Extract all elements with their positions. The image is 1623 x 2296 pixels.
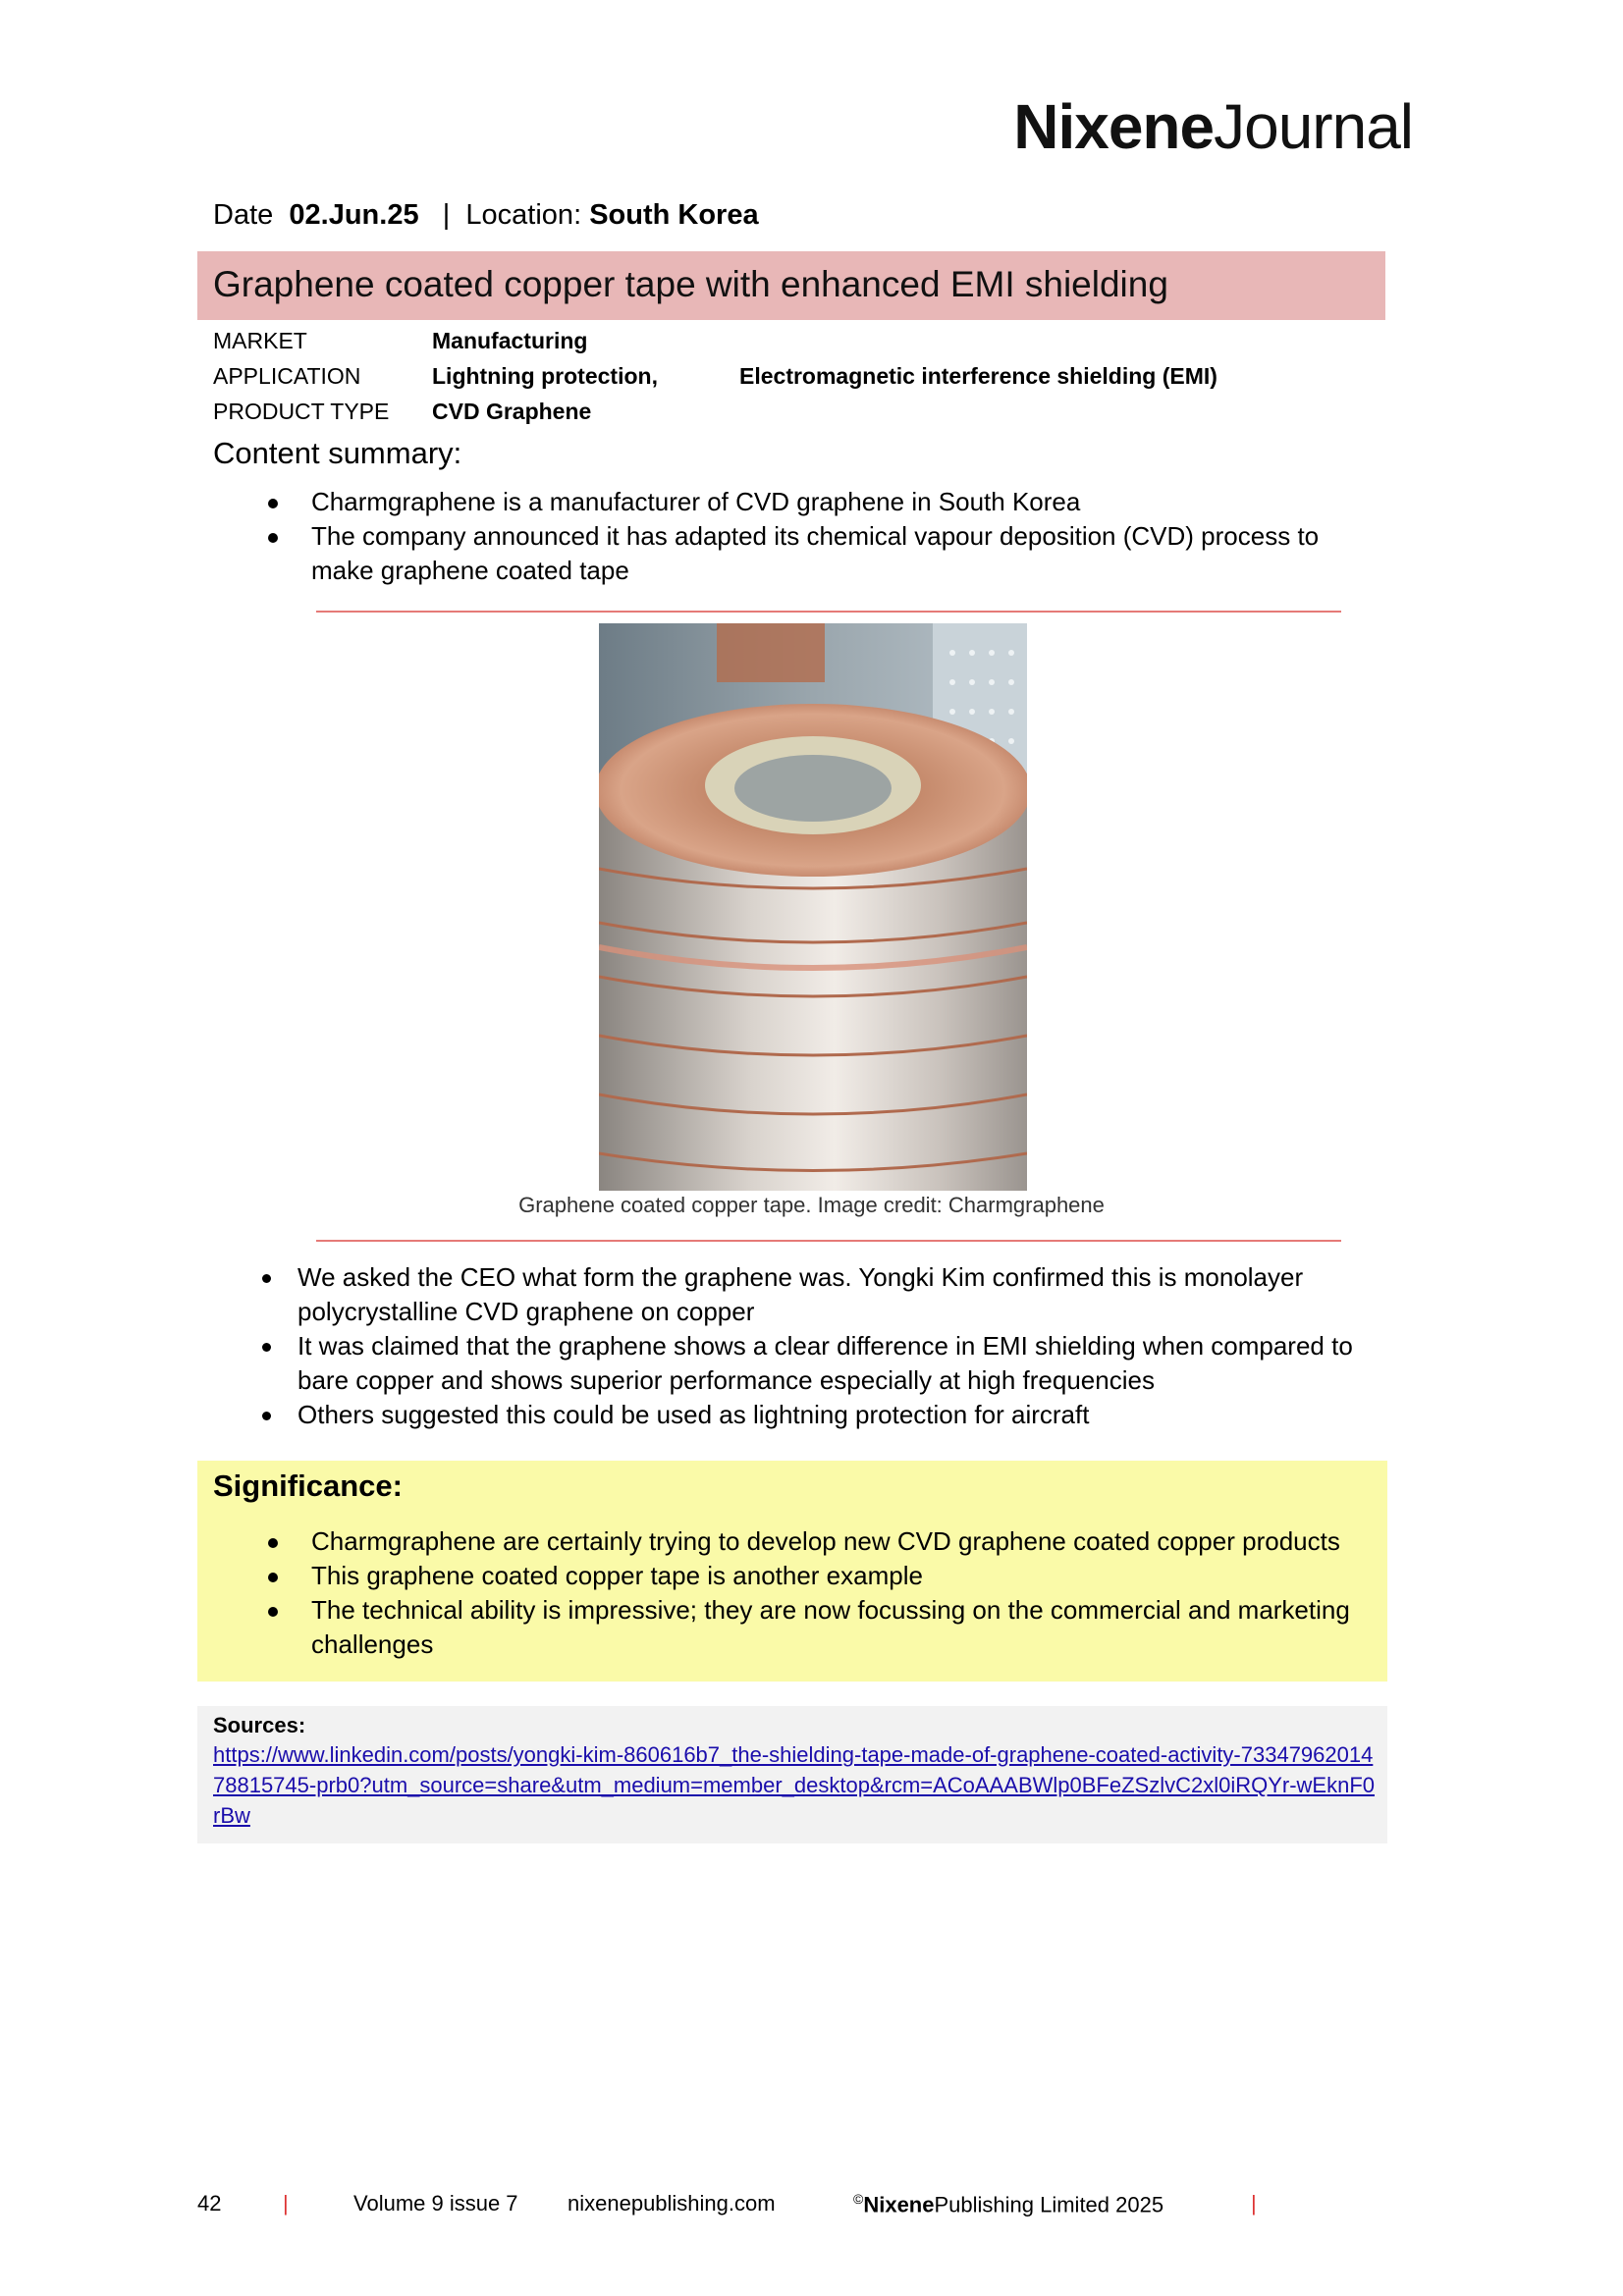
- bullet-icon: [262, 1412, 271, 1420]
- journal-logo: NixeneJournal: [1013, 91, 1413, 162]
- copyright: ©NixenePublishing Limited 2025: [853, 2191, 1164, 2217]
- dateline-separator: |: [442, 199, 451, 231]
- image-caption: Graphene coated copper tape. Image credit: Charmgraphene: [518, 1193, 1105, 1217]
- date-value: 02.Jun.25: [289, 199, 419, 231]
- copper-tape-image: [599, 623, 1027, 1191]
- list-item: Others suggested this could be used as lightning protection for aircraft: [298, 1398, 1378, 1432]
- significance-heading: Significance:: [213, 1468, 403, 1503]
- page-number: 42: [197, 2191, 222, 2216]
- product-type-value: CVD Graphene: [432, 399, 592, 424]
- detail-list: [298, 1260, 1378, 1432]
- application-value-2: Electromagnetic interference shielding (EMI): [739, 363, 1217, 389]
- application-value-1: Lightning protection,: [432, 363, 658, 389]
- list-item: The company announced it has adapted its chemical vapour deposition (CVD) process to make graphene coated tape: [311, 519, 1381, 588]
- market-value: Manufacturing: [432, 328, 588, 353]
- bullet-icon: [262, 1274, 271, 1283]
- divider: [316, 1240, 1341, 1242]
- location-value: South Korea: [589, 199, 759, 231]
- bullet-icon: [268, 1573, 278, 1582]
- list-item: Charmgraphene are certainly trying to develop new CVD graphene coated copper products: [311, 1524, 1372, 1559]
- footer-separator: |: [1251, 2191, 1257, 2216]
- bullet-icon: [268, 499, 278, 508]
- bullet-icon: [268, 533, 278, 543]
- copper-tape-photo: [599, 623, 1027, 1191]
- volume-info: Volume 9 issue 7: [353, 2191, 518, 2216]
- application-label: APPLICATION: [213, 363, 361, 389]
- summary-list: [311, 485, 1381, 588]
- dateline: [213, 199, 759, 232]
- list-item: This graphene coated copper tape is another example: [311, 1559, 1372, 1593]
- significance-list: [311, 1524, 1372, 1662]
- footer-separator: |: [283, 2191, 289, 2216]
- content-summary-heading: Content summary:: [213, 436, 462, 470]
- source-link[interactable]: https://www.linkedin.com/posts/yongki-kim-860616b7_the-shielding-tape-made-of-graphene-coated-activity-7334796201478815745-prb0?utm_source=share&utm_medium=member_desktop&rcm=ACoAAABWlp0BFeZSzlvC2xl0iRQYr-wEknF0rBw: [213, 1742, 1376, 1828]
- divider: [316, 611, 1341, 613]
- list-item: Charmgraphene is a manufacturer of CVD graphene in South Korea: [311, 485, 1381, 519]
- list-item: The technical ability is impressive; they are now focussing on the commercial and marketing challenges: [311, 1593, 1372, 1662]
- location-label: Location:: [465, 199, 582, 231]
- website: nixenepublishing.com: [568, 2191, 776, 2216]
- list-item: We asked the CEO what form the graphene was. Yongki Kim confirmed this is monolayer polycrystalline CVD graphene on copper: [298, 1260, 1378, 1329]
- sources-label: Sources:: [213, 1713, 306, 1737]
- article-title: Graphene coated copper tape with enhanced EMI shielding: [213, 264, 1168, 304]
- bullet-icon: [262, 1343, 271, 1352]
- bullet-icon: [268, 1538, 278, 1548]
- date-label: Date: [213, 199, 274, 231]
- product-type-label: PRODUCT TYPE: [213, 399, 390, 424]
- market-label: MARKET: [213, 328, 307, 353]
- bullet-icon: [268, 1607, 278, 1617]
- list-item: It was claimed that the graphene shows a clear difference in EMI shielding when compared to bare copper and shows superior performance especially at high frequencies: [298, 1329, 1378, 1398]
- article-title-band: [197, 251, 1385, 320]
